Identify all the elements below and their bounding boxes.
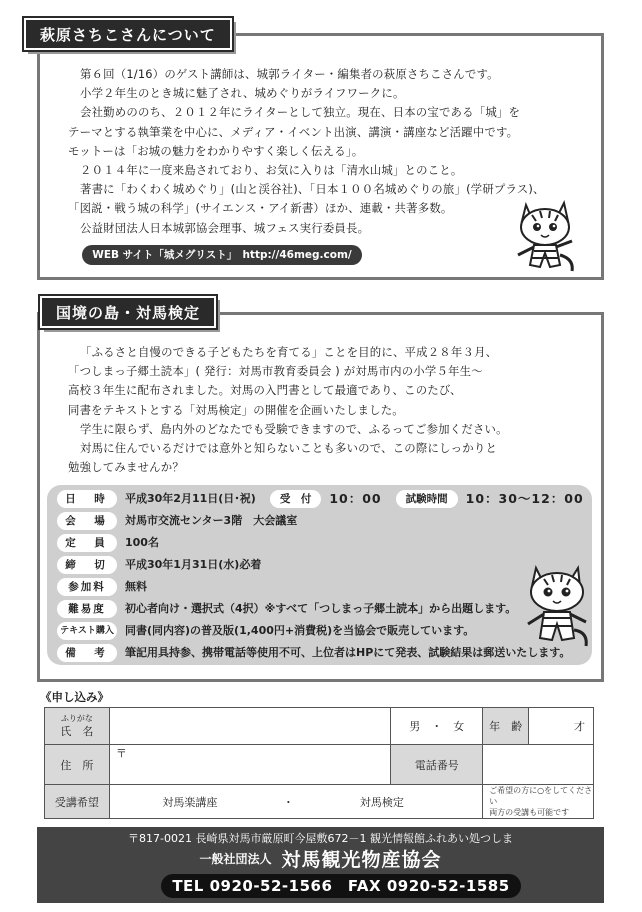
course-note xyxy=(483,785,594,819)
address-input[interactable] xyxy=(109,745,390,785)
bio-line: ２０１４年に一度来島されており、お気に入りは「清水山城」とのこと。 xyxy=(80,163,463,178)
info-row-notes xyxy=(57,643,570,663)
course-note-line: ご希望の方に○をしてください xyxy=(489,786,593,806)
deadline-value: 平成30年1月31日(水)必着 xyxy=(125,558,262,571)
text-purchase-value: 同書(同内容)の普及版(1,400円+消費税)を当協会で販売しています。 xyxy=(125,624,475,637)
intro-line: 「ふるさと自慢のできる子どもたちを育てる」ことを目的に、平成２８年３月、 xyxy=(80,345,498,359)
difficulty-label: 難易度 xyxy=(57,600,117,618)
name-label: 氏 名 xyxy=(60,724,94,738)
capacity-label: 定 員 xyxy=(57,534,117,552)
bio-line: 第６回（1/16）のゲスト講師は、城郭ライター・編集者の萩原さちこさんです。 xyxy=(80,67,499,81)
course-note-line: 両方の受講も可能です xyxy=(489,808,570,817)
speaker-section-title: 萩原さちこさんについて xyxy=(24,18,232,50)
footer-org xyxy=(37,845,604,872)
speaker-bio xyxy=(68,65,545,238)
footer-contact: TEL 0920-52-1566 FAX 0920-52-1585 xyxy=(161,874,521,898)
desired-course-options xyxy=(109,785,482,819)
phone-label: 電話番号 xyxy=(391,745,483,785)
age-unit: 才 xyxy=(574,720,585,733)
intro-line: 「つしまっ子郷土読本」( 発行：対馬市教育委員会 ) が対馬市内の小学５年生～ xyxy=(68,364,483,379)
cat-mascot-icon xyxy=(512,195,580,275)
org-prefix: 一般社団法人 xyxy=(199,852,272,866)
course-option-2[interactable]: 対馬検定 xyxy=(359,795,404,809)
course-option-1[interactable]: 対馬楽講座 xyxy=(162,795,218,809)
intro-line: 勉強してみませんか？ xyxy=(68,460,184,475)
deadline-label: 締 切 xyxy=(57,556,117,574)
course-separator: ・ xyxy=(282,795,294,809)
info-row-venue xyxy=(57,511,297,531)
bio-line: 公益財団法人日本城郭協会理事、城フェス実行委員長。 xyxy=(80,220,370,235)
notes-label: 備 考 xyxy=(57,644,117,662)
address-label: 住 所 xyxy=(45,745,110,785)
fee-value: 無料 xyxy=(125,580,147,593)
application-form xyxy=(44,707,594,819)
application-title: 《申し込み》 xyxy=(40,690,109,704)
age-label: 年 齢 xyxy=(483,708,529,745)
org-name: 対馬観光物産協会 xyxy=(281,849,442,871)
bio-line: テーマとする執筆業を中心に、メディア・イベント出演、講演・講座など活躍中です。 xyxy=(68,124,519,139)
info-row-deadline xyxy=(57,555,261,575)
text-purchase-label: テキスト購入 xyxy=(57,622,117,640)
fee-label: 参加料 xyxy=(57,578,117,596)
footer-address: 〒817-0021 長崎県対馬市厳原町今屋敷672－1 観光情報館ふれあい処つしま xyxy=(128,832,513,845)
name-input[interactable] xyxy=(109,708,390,745)
name-label-cell xyxy=(45,708,110,745)
bio-line: 著書に「わくわく城めぐり」(山と渓谷社)、「日本１００名城めぐりの旅」(学研プラス)、 xyxy=(80,182,545,197)
intro-line: 高校３年生に配布されました。対馬の入門書として最適であり、このたび、 xyxy=(68,383,462,398)
difficulty-value: 初心者向け・選択式（4択）※すべて「つしまっ子郷土読本」から出題します。 xyxy=(125,602,517,615)
bio-line: 「図説・戦う城の科学」(サイエンス・アイ新書）ほか、連載・共著多数。 xyxy=(68,201,453,216)
exam-section-title: 国境の島・対馬検定 xyxy=(40,296,216,328)
venue-value: 対馬市交流センター3階 大会議室 xyxy=(125,514,298,527)
reception-label: 受 付 xyxy=(270,490,322,508)
exam-intro xyxy=(68,343,508,477)
date-label: 日 時 xyxy=(57,490,117,508)
exam-time-value: 10：30～12：00 xyxy=(465,491,584,506)
intro-line: 対馬に住んでいるだけでは意外と知らないことも多いので、この際にしっかりと xyxy=(80,441,498,456)
info-row-date xyxy=(57,489,584,509)
footer xyxy=(37,827,604,903)
date-value: 平成30年2月11日(日･祝) xyxy=(125,492,256,505)
postal-mark: 〒 xyxy=(115,747,127,760)
desired-course-label: 受講希望 xyxy=(45,785,110,819)
bio-line: 小学２年生のとき城に魅了され、城めぐりがライフワークに。 xyxy=(80,86,405,101)
capacity-value: 100名 xyxy=(125,536,159,549)
bio-line: 会社勤めののち、２０１２年にライターとして独立。現在、日本の宝である「城」を xyxy=(80,105,521,120)
bio-line: モットーは「お城の魅力をわかりやすく楽しく伝える」。 xyxy=(68,143,364,158)
gender-options[interactable]: 男 ・ 女 xyxy=(391,708,483,745)
info-row-text xyxy=(57,621,474,641)
info-row-difficulty xyxy=(57,599,516,619)
phone-input[interactable] xyxy=(483,745,594,785)
info-row-fee xyxy=(57,577,147,597)
website-link[interactable]: WEB サイト「城メグリスト」 http://46meg.com/ xyxy=(82,245,362,265)
intro-line: 同書をテキストとする「対馬検定」の開催を企画いたしました。 xyxy=(68,402,404,417)
reception-value: 10：00 xyxy=(329,491,382,506)
intro-line: 学生に限らず、島内外のどなたでも受験できますので、ふるってご参加ください。 xyxy=(80,421,508,436)
furigana-label: ふりがな xyxy=(60,713,93,723)
exam-time-label: 試験時間 xyxy=(396,490,458,508)
notes-value: 筆記用具持参、携帯電話等使用不可、上位者はHPにて発表、試験結果は郵送いたします。 xyxy=(125,646,571,659)
info-row-capacity xyxy=(57,533,159,553)
age-input[interactable] xyxy=(529,708,594,745)
venue-label: 会 場 xyxy=(57,512,117,530)
cat-mascot-icon xyxy=(522,560,592,650)
